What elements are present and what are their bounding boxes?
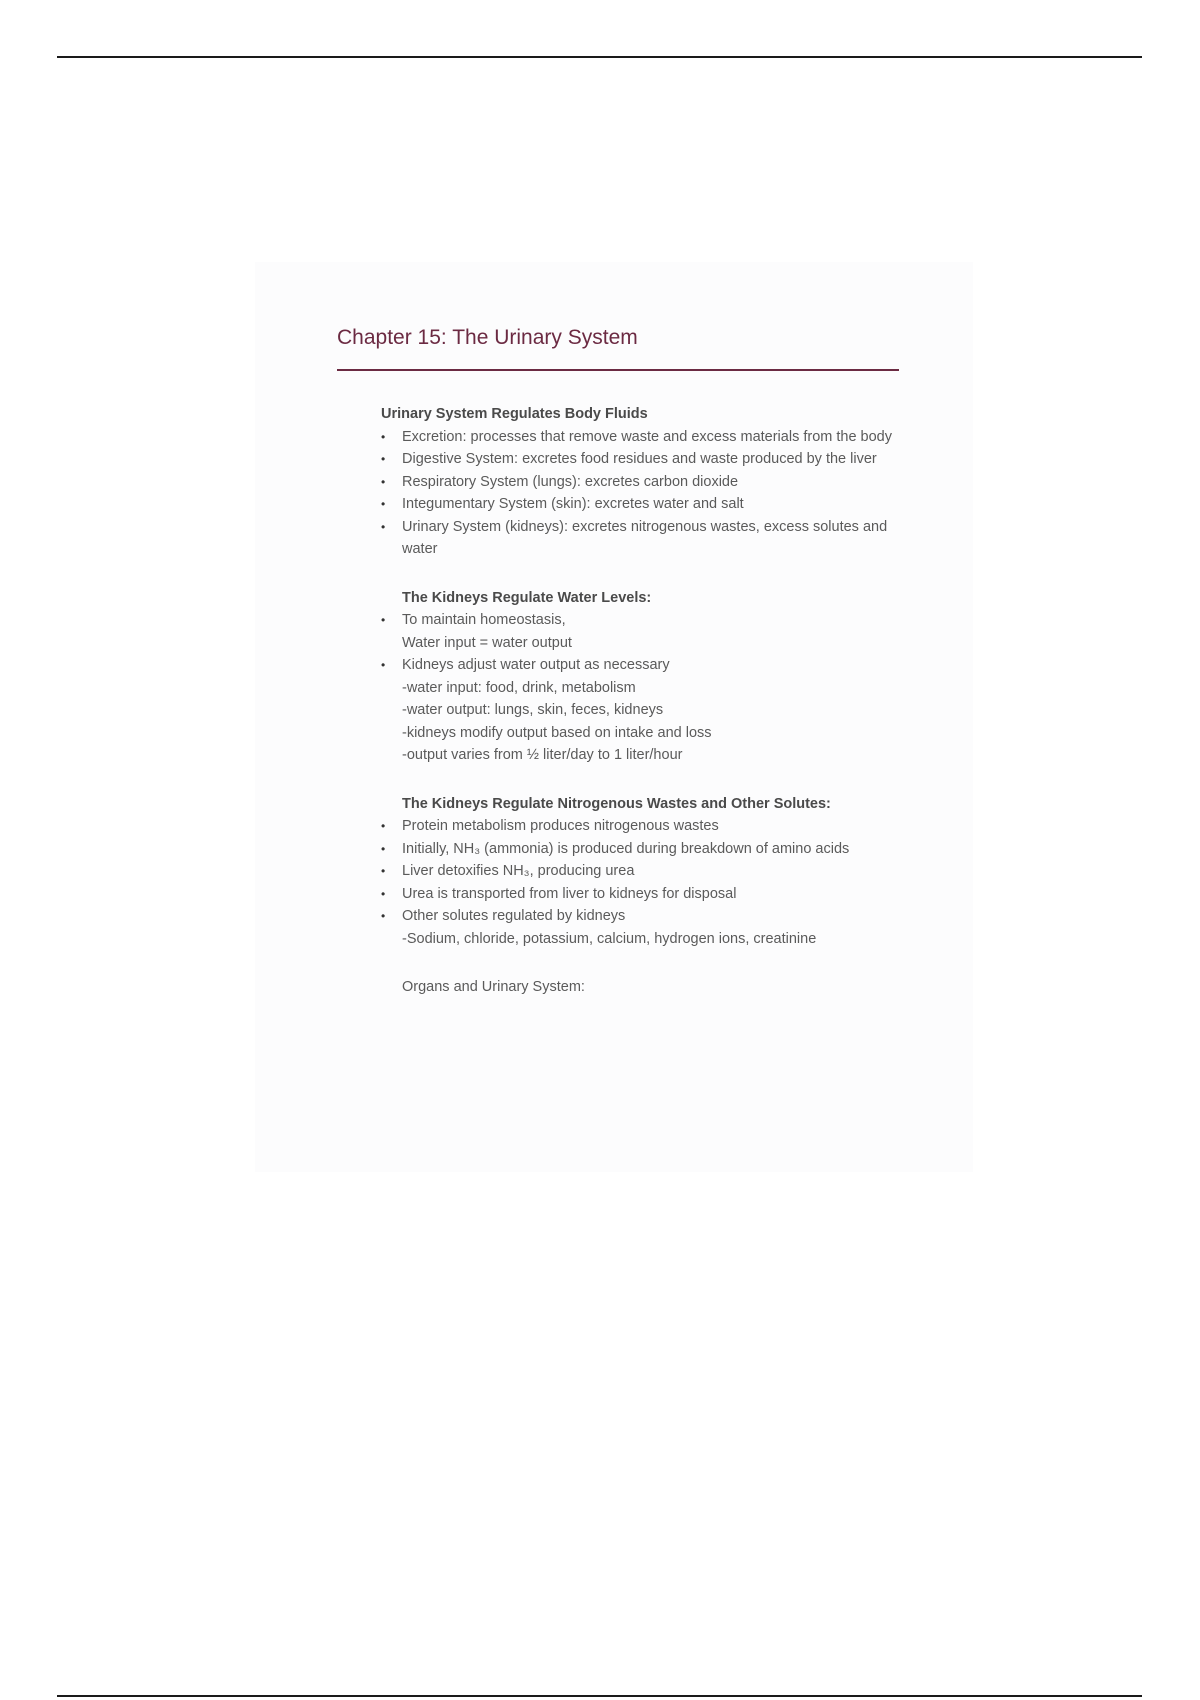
list-item: • Excretion: processes that remove waste and excess materials from the body xyxy=(381,426,901,449)
section-spacer xyxy=(381,950,901,976)
list-item: • Kidneys adjust water output as necessary -water input: food, drink, metabolism -water output: lungs, skin, feces, kidneys -kidneys modify output based on intake and loss -output varies from ½ liter/day to 1 liter/hour xyxy=(381,654,901,767)
bullet-icon: • xyxy=(381,613,386,627)
list-item: • Digestive System: excretes food residues and waste produced by the liver xyxy=(381,448,901,471)
section-heading-nitrogenous-wastes: The Kidneys Regulate Nitrogenous Wastes and Other Solutes: xyxy=(402,795,831,812)
list-item: • Initially, NH₃ (ammonia) is produced during breakdown of amino acids xyxy=(381,838,901,861)
closing-line: Organs and Urinary System: xyxy=(402,979,585,995)
list-subline: -kidneys modify output based on intake and loss xyxy=(402,724,712,741)
list-item: • To maintain homeostasis, Water input = water output xyxy=(381,609,901,654)
bullet-icon: • xyxy=(381,864,386,878)
page-bottom-rule xyxy=(57,1695,1142,1697)
chapter-title-rule xyxy=(337,369,899,371)
bullet-icon: • xyxy=(381,497,386,511)
list-item: • Urea is transported from liver to kidneys for disposal xyxy=(381,883,901,906)
list-subline: Water input = water output xyxy=(402,634,572,651)
list-item: • Respiratory System (lungs): excretes carbon dioxide xyxy=(381,471,901,494)
document-body xyxy=(381,403,901,999)
list-subline: -water input: food, drink, metabolism xyxy=(402,679,636,696)
bullet-icon: • xyxy=(381,452,386,466)
page-top-rule xyxy=(57,56,1142,58)
list-item: • Protein metabolism produces nitrogenous wastes xyxy=(381,815,901,838)
bullet-icon: • xyxy=(381,474,386,489)
chapter-title: Chapter 15: The Urinary System xyxy=(337,326,638,349)
list-subline: -water output: lungs, skin, feces, kidneys xyxy=(402,702,664,718)
section-heading-body-fluids: Urinary System Regulates Body Fluids xyxy=(381,406,648,422)
section-spacer xyxy=(381,561,901,587)
list-subline: -Sodium, chloride, potassium, calcium, hydrogen ions, creatinine xyxy=(402,930,817,947)
list-item: • Liver detoxifies NH₃, producing urea xyxy=(381,860,901,883)
bullet-icon: • xyxy=(381,519,386,534)
list-subline: -output varies from ½ liter/day to 1 liter/hour xyxy=(402,747,683,763)
bullet-icon: • xyxy=(381,886,386,901)
list-item: • Urinary System (kidneys): excretes nitrogenous wastes, excess solutes and water xyxy=(381,516,901,561)
section-list-nitrogenous-wastes xyxy=(381,815,901,950)
bullet-icon: • xyxy=(381,819,386,833)
list-item: • Integumentary System (skin): excretes water and salt xyxy=(381,493,901,516)
section-list-body-fluids xyxy=(381,426,901,561)
bullet-icon: • xyxy=(381,658,386,672)
section-spacer xyxy=(381,767,901,793)
section-heading-water-levels: The Kidneys Regulate Water Levels: xyxy=(402,589,652,606)
bullet-icon: • xyxy=(381,841,386,856)
bullet-icon: • xyxy=(381,909,386,923)
section-list-water-levels xyxy=(381,609,901,767)
bullet-icon: • xyxy=(381,429,386,444)
list-item: • Other solutes regulated by kidneys -Sodium, chloride, potassium, calcium, hydrogen ions, creatinine xyxy=(381,905,901,950)
